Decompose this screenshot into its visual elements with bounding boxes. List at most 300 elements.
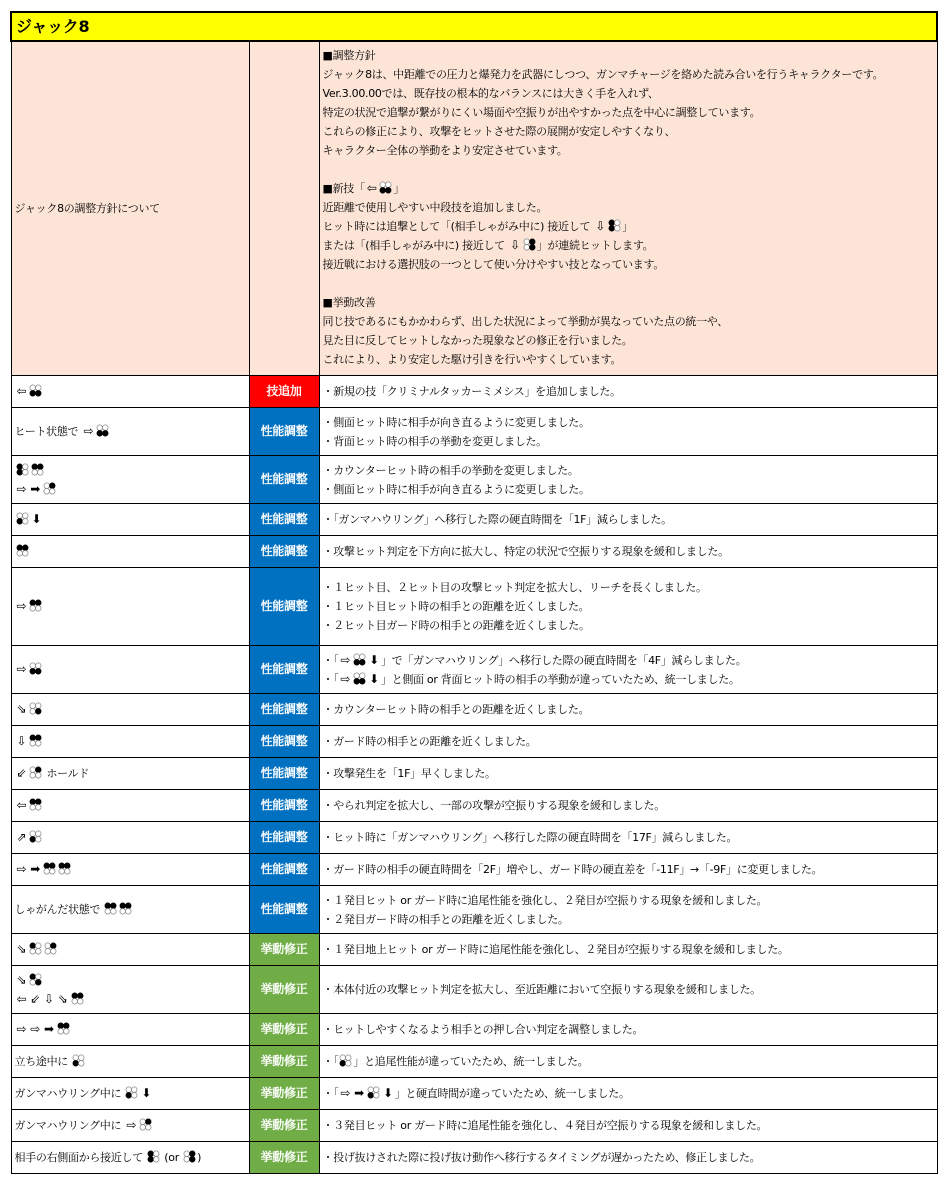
command-line bbox=[15, 1052, 246, 1071]
command-line bbox=[15, 597, 246, 616]
button-unpressed bbox=[105, 909, 111, 915]
command-line bbox=[15, 510, 246, 529]
command-line bbox=[15, 660, 246, 679]
change-description bbox=[319, 504, 937, 536]
button-pressed bbox=[146, 1119, 152, 1125]
command-line bbox=[15, 1084, 246, 1103]
down-back-arrow-icon: ⇙ bbox=[30, 991, 41, 1006]
button-unpressed bbox=[36, 741, 42, 747]
button-1-2-icon bbox=[29, 798, 42, 811]
command-line bbox=[15, 480, 246, 499]
forward-arrow-icon: ⇨ bbox=[126, 1118, 137, 1132]
change-row bbox=[11, 504, 937, 536]
forward-arrow-icon: ⇨ bbox=[30, 1022, 41, 1036]
button-unpressed bbox=[103, 425, 109, 431]
character-title: ジャック8 bbox=[11, 12, 937, 41]
button-unpressed bbox=[346, 1061, 352, 1067]
text: ・攻撃ヒット判定を下方向に拡大し、特定の状況で空振りする現象を緩和しました。 bbox=[322, 545, 729, 558]
button-pressed bbox=[51, 943, 57, 949]
change-row bbox=[11, 1110, 937, 1142]
intro-line: 同じ技であるにもかかわらず、出した状況によって挙動が異なっていた点の統一や、 bbox=[322, 315, 728, 328]
command-line bbox=[15, 422, 246, 441]
change-type-badge: 挙動修正 bbox=[249, 1014, 319, 1046]
move-command bbox=[11, 694, 249, 726]
button-unpressed bbox=[346, 1055, 352, 1061]
button-pressed bbox=[36, 767, 42, 773]
forward-arrow-icon: ⇨ bbox=[340, 1086, 351, 1100]
button-unpressed bbox=[30, 663, 36, 669]
button-unpressed bbox=[36, 385, 42, 391]
button-unpressed bbox=[22, 513, 28, 519]
description-line bbox=[323, 940, 934, 959]
button-unpressed bbox=[354, 672, 360, 678]
command-line bbox=[15, 700, 246, 719]
intro-tag-empty bbox=[249, 41, 319, 376]
button-2-4-icon bbox=[523, 238, 536, 251]
button-1-3-icon bbox=[16, 463, 29, 476]
change-row bbox=[11, 1014, 937, 1046]
description-line bbox=[323, 461, 934, 480]
command-line bbox=[15, 382, 246, 401]
change-row bbox=[11, 758, 937, 790]
button-unpressed bbox=[340, 1055, 346, 1061]
change-description bbox=[319, 536, 937, 568]
text: ・投げ抜けされた際に投げ抜け動作へ移行するタイミングが遅かったため、修正しました。 bbox=[322, 1151, 761, 1164]
down-forward-arrow-icon: ⇘ bbox=[16, 702, 27, 716]
button-unpressed bbox=[615, 220, 621, 226]
button-pressed bbox=[380, 188, 386, 194]
up-forward-arrow-icon: ⇗ bbox=[16, 830, 27, 844]
forward-arrow-icon: ⇨ bbox=[16, 662, 27, 676]
button-pressed bbox=[97, 431, 103, 437]
down-arrow-icon: ⇩ bbox=[44, 991, 54, 1006]
move-command bbox=[11, 646, 249, 694]
command-line bbox=[15, 732, 246, 751]
intro-line: ジャック8は、中距離での圧力と爆発力を武器にしつつ、ガンマチャージを絡めた読み合いを行うキャラクターです。 bbox=[322, 68, 884, 81]
button-unpressed bbox=[30, 773, 36, 779]
button-unpressed bbox=[30, 979, 36, 985]
forward-arrow-icon: ⇨ bbox=[16, 1022, 27, 1036]
text: ・ガード時の相手との距離を近くしました。 bbox=[322, 735, 537, 748]
button-1-2-icon bbox=[29, 734, 42, 747]
button-3-icon bbox=[29, 830, 42, 843]
button-unpressed bbox=[368, 1087, 374, 1093]
change-row bbox=[11, 1046, 937, 1078]
description-line bbox=[323, 1084, 934, 1103]
down-forward-arrow-icon: ⇘ bbox=[16, 942, 27, 956]
forward-hold-arrow-icon: ➡ bbox=[44, 1022, 54, 1036]
change-row bbox=[11, 854, 937, 886]
description-line bbox=[323, 542, 934, 561]
button-3-4-icon bbox=[353, 653, 366, 666]
move-command bbox=[11, 408, 249, 456]
change-description bbox=[319, 822, 937, 854]
button-unpressed bbox=[30, 606, 36, 612]
command-line bbox=[15, 990, 246, 1009]
button-unpressed bbox=[50, 488, 56, 494]
button-1-2-icon bbox=[31, 463, 44, 476]
description-line bbox=[323, 432, 934, 451]
button-unpressed bbox=[524, 245, 530, 251]
button-pressed bbox=[609, 220, 615, 226]
button-unpressed bbox=[50, 869, 56, 875]
description-line bbox=[323, 860, 934, 879]
change-row bbox=[11, 822, 937, 854]
button-pressed bbox=[36, 799, 42, 805]
button-unpressed bbox=[36, 831, 42, 837]
text: ・１発目地上ヒット or ガード時に追尾性能を強化し、２発目が空振りする現象を緩和しました。 bbox=[322, 943, 789, 956]
button-unpressed bbox=[63, 1029, 69, 1035]
forward-arrow-icon: ⇨ bbox=[16, 862, 27, 876]
button-2-icon bbox=[29, 766, 42, 779]
move-command bbox=[11, 966, 249, 1014]
change-description bbox=[319, 646, 937, 694]
text: ・２発目ガード時の相手との距離を近くしました。 bbox=[322, 912, 569, 926]
change-row bbox=[11, 694, 937, 726]
button-pressed bbox=[360, 678, 366, 684]
button-unpressed bbox=[154, 1157, 160, 1163]
text: ・側面ヒット時に相手が向き直るように変更しました。 bbox=[322, 415, 590, 429]
button-pressed bbox=[71, 992, 77, 998]
forward-hold-arrow-icon: ➡ bbox=[30, 481, 41, 496]
section-heading-policy: ■調整方針 bbox=[322, 49, 376, 62]
button-pressed bbox=[148, 1151, 154, 1157]
button-unpressed bbox=[360, 653, 366, 659]
button-unpressed bbox=[111, 909, 117, 915]
move-command bbox=[11, 1142, 249, 1174]
button-pressed bbox=[73, 1061, 79, 1067]
move-command bbox=[11, 536, 249, 568]
button-unpressed bbox=[30, 949, 36, 955]
back-arrow-icon: ⇦ bbox=[16, 798, 27, 812]
command-line bbox=[15, 828, 246, 847]
button-unpressed bbox=[146, 1125, 152, 1131]
text: ・本体付近の攻撃ヒット判定を拡大し、至近距離において空振りする現象を緩和しました。 bbox=[322, 983, 761, 996]
button-unpressed bbox=[44, 482, 50, 488]
button-pressed bbox=[44, 863, 50, 869]
down-hold-arrow-icon: ⬇ bbox=[141, 1086, 152, 1100]
command-line bbox=[15, 764, 246, 783]
button-4-icon bbox=[29, 702, 42, 715]
button-unpressed bbox=[77, 998, 83, 1004]
command-line bbox=[15, 860, 246, 879]
intro-line: 接近戦における選択肢の一つとして使い分けやすい技となっています。 bbox=[322, 258, 665, 271]
description-line bbox=[323, 828, 934, 847]
down-back-arrow-icon: ⇙ bbox=[16, 766, 27, 780]
change-row bbox=[11, 1142, 937, 1174]
button-unpressed bbox=[22, 469, 28, 475]
change-row bbox=[11, 1078, 937, 1110]
button-pressed bbox=[120, 903, 126, 909]
button-pressed bbox=[36, 979, 42, 985]
button-3-icon bbox=[367, 1086, 380, 1099]
patch-notes-table bbox=[10, 11, 938, 1174]
change-description bbox=[319, 966, 937, 1014]
description-line bbox=[323, 700, 934, 719]
change-type-badge: 挙動修正 bbox=[249, 934, 319, 966]
text: ・「 bbox=[322, 653, 339, 667]
button-pressed bbox=[105, 903, 111, 909]
move-command bbox=[11, 726, 249, 758]
button-unpressed bbox=[360, 672, 366, 678]
button-unpressed bbox=[44, 869, 50, 875]
button-3-4-icon bbox=[29, 662, 42, 675]
button-unpressed bbox=[184, 1157, 190, 1163]
button-unpressed bbox=[36, 943, 42, 949]
button-pressed bbox=[340, 1061, 346, 1067]
change-type-badge: 性能調整 bbox=[249, 822, 319, 854]
description-line bbox=[323, 597, 934, 616]
button-unpressed bbox=[373, 1087, 379, 1093]
down-arrow-icon: ⇩ bbox=[16, 734, 27, 748]
title-row bbox=[11, 12, 937, 41]
text: 」と側面 or 背面ヒット時の相手の挙動が違っていたため、統一しました。 bbox=[380, 672, 740, 686]
button-pressed bbox=[36, 391, 42, 397]
change-description bbox=[319, 376, 937, 408]
change-description bbox=[319, 694, 937, 726]
button-unpressed bbox=[71, 998, 77, 1004]
forward-hold-arrow-icon: ➡ bbox=[354, 1086, 364, 1100]
description-line bbox=[323, 796, 934, 815]
button-unpressed bbox=[36, 773, 42, 779]
spacer bbox=[323, 160, 934, 179]
change-row bbox=[11, 646, 937, 694]
button-pressed bbox=[36, 600, 42, 606]
button-pressed bbox=[30, 943, 36, 949]
button-unpressed bbox=[140, 1125, 146, 1131]
text: ・ヒットしやすくなるよう相手との押し合い判定を調整しました。 bbox=[322, 1023, 644, 1036]
change-row bbox=[11, 886, 937, 934]
button-unpressed bbox=[65, 869, 71, 875]
change-description bbox=[319, 790, 937, 822]
change-type-badge: 性能調整 bbox=[249, 456, 319, 504]
button-unpressed bbox=[524, 239, 530, 245]
down-hold-arrow-icon: ⬇ bbox=[369, 652, 379, 667]
button-pressed bbox=[58, 1023, 64, 1029]
text: ・２ヒット目ガード時の相手との距離を近くしました。 bbox=[322, 619, 590, 632]
button-unpressed bbox=[30, 831, 36, 837]
forward-arrow-icon: ⇨ bbox=[16, 599, 27, 613]
button-pressed bbox=[609, 226, 615, 232]
change-description bbox=[319, 1046, 937, 1078]
text: ・ヒット時に「ガンマハウリング」へ移行した際の硬直時間を「17F」減らしました。 bbox=[322, 831, 738, 844]
description-line bbox=[323, 1052, 934, 1071]
text: ・１ヒット目ヒット時の相手との距離を近くしました。 bbox=[322, 600, 590, 613]
change-type-badge: 性能調整 bbox=[249, 646, 319, 694]
change-description bbox=[319, 726, 937, 758]
button-pressed bbox=[36, 709, 42, 715]
change-type-badge: 挙動修正 bbox=[249, 966, 319, 1014]
text: 」 bbox=[393, 182, 405, 195]
button-pressed bbox=[31, 463, 37, 469]
description-line bbox=[323, 1020, 934, 1039]
button-pressed bbox=[65, 863, 71, 869]
button-unpressed bbox=[97, 425, 103, 431]
text: ・「 bbox=[322, 1055, 339, 1068]
spacer bbox=[323, 274, 934, 293]
text: ・新規の技「クリミナルタッカーミメシス」を追加しました。 bbox=[322, 385, 621, 398]
move-command bbox=[11, 376, 249, 408]
command-line bbox=[15, 971, 246, 990]
text: ・「 bbox=[322, 672, 339, 686]
text: 」 bbox=[622, 220, 633, 233]
forward-arrow-icon: ⇨ bbox=[16, 481, 27, 496]
button-unpressed bbox=[373, 1093, 379, 1099]
button-unpressed bbox=[22, 463, 28, 469]
button-unpressed bbox=[16, 513, 22, 519]
text: または「(相手しゃがみ中に) 接近して bbox=[322, 239, 509, 252]
button-3-icon bbox=[72, 1054, 85, 1067]
change-type-badge: 性能調整 bbox=[249, 568, 319, 646]
text: 」が連続ヒットします。 bbox=[536, 239, 654, 252]
change-description bbox=[319, 1110, 937, 1142]
button-unpressed bbox=[132, 1087, 138, 1093]
button-pressed bbox=[63, 1023, 69, 1029]
button-3-icon bbox=[125, 1086, 138, 1099]
button-unpressed bbox=[31, 469, 37, 475]
button-pressed bbox=[360, 659, 366, 665]
description-line bbox=[323, 510, 934, 529]
intro-label: ジャック8の調整方針について bbox=[11, 41, 249, 376]
button-unpressed bbox=[44, 488, 50, 494]
button-pressed bbox=[30, 600, 36, 606]
button-pressed bbox=[30, 669, 36, 675]
back-arrow-icon: ⇦ bbox=[366, 181, 377, 195]
description-line bbox=[323, 480, 934, 499]
button-2-4-icon bbox=[183, 1150, 196, 1163]
button-unpressed bbox=[22, 519, 28, 525]
back-arrow-icon: ⇦ bbox=[16, 384, 27, 398]
button-3-4-icon bbox=[379, 181, 392, 194]
button-pressed bbox=[190, 1151, 196, 1157]
change-row bbox=[11, 568, 937, 646]
button-unpressed bbox=[36, 663, 42, 669]
text: ・１発目ヒット or ガード時に追尾性能を強化し、２発目が空振りする現象を緩和しました。 bbox=[322, 893, 768, 907]
button-2-icon bbox=[43, 482, 56, 495]
command-line bbox=[15, 1148, 246, 1167]
intro-line bbox=[323, 236, 934, 255]
description-line bbox=[323, 382, 934, 401]
button-2-icon bbox=[139, 1118, 152, 1131]
down-arrow-icon: ⇩ bbox=[595, 219, 606, 233]
description-line bbox=[323, 891, 934, 910]
button-1-2-icon bbox=[57, 1022, 70, 1035]
button-unpressed bbox=[30, 767, 36, 773]
button-unpressed bbox=[79, 1055, 85, 1061]
intro-line: 特定の状況で追撃が繋がりにくい場面や空振りが出やすかった点を中心に調整しています。 bbox=[322, 106, 761, 119]
move-command bbox=[11, 504, 249, 536]
move-command bbox=[11, 934, 249, 966]
move-command bbox=[11, 790, 249, 822]
button-unpressed bbox=[380, 182, 386, 188]
description-line bbox=[323, 413, 934, 432]
change-type-badge: 性能調整 bbox=[249, 854, 319, 886]
button-unpressed bbox=[59, 869, 65, 875]
move-command bbox=[11, 854, 249, 886]
description-line bbox=[323, 1148, 934, 1167]
down-forward-arrow-icon: ⇘ bbox=[16, 972, 27, 987]
change-type-badge: 技追加 bbox=[249, 376, 319, 408]
button-unpressed bbox=[58, 1029, 64, 1035]
button-pressed bbox=[190, 1157, 196, 1163]
command-line bbox=[15, 796, 246, 815]
move-command bbox=[11, 1110, 249, 1142]
button-unpressed bbox=[30, 703, 36, 709]
move-command bbox=[11, 1014, 249, 1046]
text: ・ガード時の相手の硬直時間を「2F」増やし、ガード時の硬直差を「-11F」→「-9F」に変更しました。 bbox=[322, 863, 823, 876]
button-pressed bbox=[30, 799, 36, 805]
button-unpressed bbox=[36, 837, 42, 843]
button-unpressed bbox=[30, 385, 36, 391]
button-unpressed bbox=[126, 909, 132, 915]
description-line bbox=[323, 670, 934, 689]
change-description bbox=[319, 1014, 937, 1046]
command-line bbox=[15, 542, 246, 561]
button-pressed bbox=[30, 391, 36, 397]
text: ・１ヒット目、２ヒット目の攻撃ヒット判定を拡大し、リーチを長くしました。 bbox=[322, 581, 707, 594]
text: 立ち途中に bbox=[14, 1055, 72, 1068]
button-3-icon bbox=[16, 512, 29, 525]
button-unpressed bbox=[126, 1087, 132, 1093]
button-unpressed bbox=[36, 703, 42, 709]
change-description bbox=[319, 1078, 937, 1110]
button-pressed bbox=[50, 482, 56, 488]
text: ガンマハウリング中に bbox=[14, 1119, 125, 1132]
move-command bbox=[11, 456, 249, 504]
button-pressed bbox=[16, 463, 22, 469]
description-line bbox=[323, 616, 934, 635]
command-line bbox=[15, 900, 246, 919]
change-description bbox=[319, 854, 937, 886]
back-arrow-icon: ⇦ bbox=[16, 991, 27, 1006]
intro-line: これらの修正により、攻撃をヒットさせた際の展開が安定しやすくなり、 bbox=[322, 125, 676, 138]
text: ヒート状態で bbox=[14, 425, 82, 438]
text: ) bbox=[197, 1151, 202, 1164]
text: ガンマハウリング中に bbox=[14, 1087, 125, 1100]
button-pressed bbox=[126, 903, 132, 909]
description-line bbox=[323, 910, 934, 929]
down-hold-arrow-icon: ⬇ bbox=[382, 1086, 393, 1100]
forward-arrow-icon: ⇨ bbox=[340, 671, 351, 686]
button-3-4-icon bbox=[353, 672, 366, 685]
button-unpressed bbox=[184, 1151, 190, 1157]
button-unpressed bbox=[79, 1061, 85, 1067]
change-row bbox=[11, 966, 937, 1014]
text: ・「 bbox=[322, 1087, 339, 1100]
change-type-badge: 性能調整 bbox=[249, 758, 319, 790]
button-1-4-icon bbox=[29, 973, 42, 986]
button-unpressed bbox=[16, 551, 22, 557]
button-pressed bbox=[354, 659, 360, 665]
button-unpressed bbox=[140, 1119, 146, 1125]
button-unpressed bbox=[45, 943, 51, 949]
text: ・攻撃発生を「1F」早くしました。 bbox=[322, 767, 496, 780]
description-line bbox=[323, 732, 934, 751]
button-unpressed bbox=[73, 1055, 79, 1061]
text: (or bbox=[161, 1151, 183, 1164]
button-pressed bbox=[36, 669, 42, 675]
button-unpressed bbox=[120, 909, 126, 915]
button-2-icon bbox=[44, 942, 57, 955]
change-description bbox=[319, 1142, 937, 1174]
button-1-2-icon bbox=[104, 902, 117, 915]
change-description bbox=[319, 408, 937, 456]
down-hold-arrow-icon: ⬇ bbox=[31, 512, 42, 526]
button-1-2-icon bbox=[43, 862, 56, 875]
change-type-badge: 性能調整 bbox=[249, 726, 319, 758]
change-type-badge: 性能調整 bbox=[249, 408, 319, 456]
button-pressed bbox=[59, 863, 65, 869]
